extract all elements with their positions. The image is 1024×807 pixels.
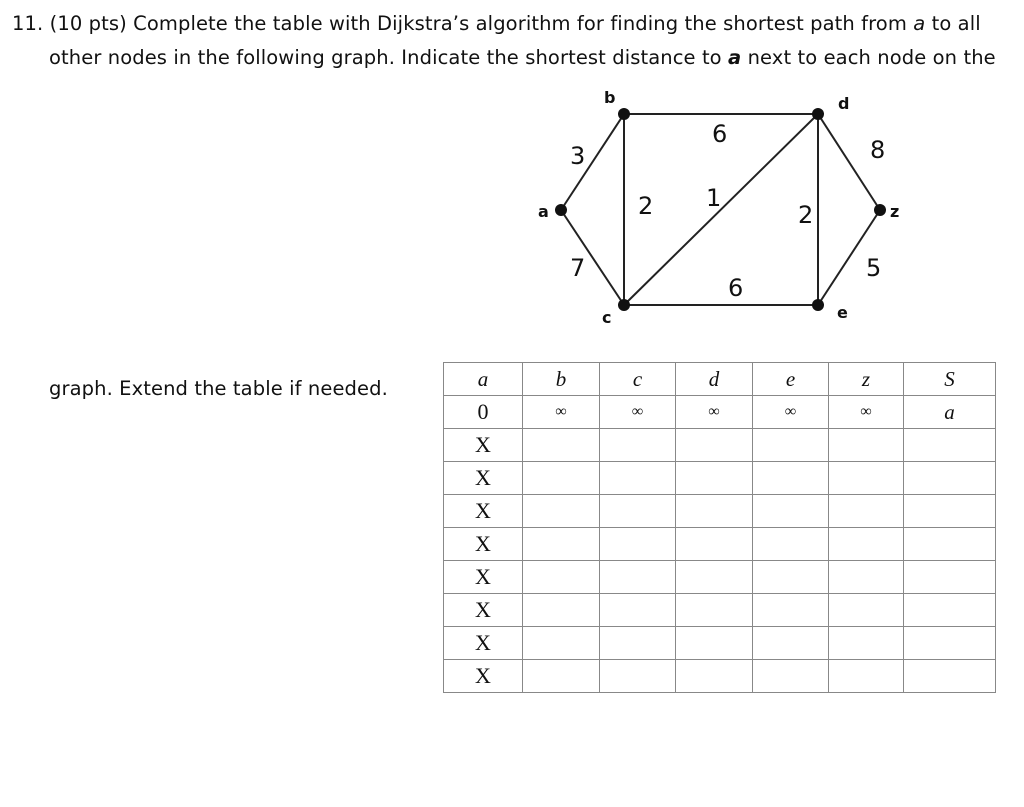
question-line-2-text: other nodes in the following graph. Indicate the shortest distance to	[49, 46, 729, 69]
table-cell-empty[interactable]	[676, 528, 753, 561]
table-cell-empty[interactable]	[676, 561, 753, 594]
node-label-b: b	[604, 88, 616, 107]
edge-weight-b-c: 2	[638, 192, 654, 220]
table-row-initial	[444, 396, 996, 429]
question-line-1-text: 11. (10 pts) Complete the table with Dijkstra’s algorithm for finding the shortest path from	[12, 12, 914, 35]
weighted-graph	[520, 80, 900, 330]
table-cell-empty[interactable]	[904, 660, 996, 693]
node-d	[812, 108, 824, 120]
table-cell-empty[interactable]	[904, 495, 996, 528]
table-cell-empty[interactable]	[829, 429, 904, 462]
table-cell-x: X	[444, 462, 523, 495]
node-label-z: z	[890, 202, 900, 221]
table-cell-empty[interactable]	[523, 495, 600, 528]
question-line-2	[49, 46, 996, 69]
node-e	[812, 299, 824, 311]
table-cell-x: X	[444, 660, 523, 693]
table-row	[444, 429, 996, 462]
node-c	[618, 299, 630, 311]
table-row	[444, 660, 996, 693]
initial-cell-s: a	[904, 396, 996, 429]
edge-weight-c-e: 6	[728, 274, 744, 302]
table-cell-empty[interactable]	[676, 429, 753, 462]
node-label-e: e	[837, 303, 848, 322]
table-cell-empty[interactable]	[523, 594, 600, 627]
table-cell-empty[interactable]	[600, 561, 676, 594]
header-s: S	[904, 363, 996, 396]
edge-weight-d-e: 2	[798, 201, 814, 229]
table-cell-empty[interactable]	[676, 627, 753, 660]
table-cell-empty[interactable]	[600, 660, 676, 693]
header-d: d	[676, 363, 753, 396]
table-cell-empty[interactable]	[523, 462, 600, 495]
initial-cell-z: ∞	[829, 396, 904, 429]
edge-weight-e-z: 5	[866, 254, 882, 282]
table-cell-empty[interactable]	[753, 495, 829, 528]
table-cell-x: X	[444, 528, 523, 561]
table-row	[444, 495, 996, 528]
table-cell-empty[interactable]	[523, 627, 600, 660]
node-label-a: a	[538, 202, 549, 221]
node-b	[618, 108, 630, 120]
edge-weight-a-c: 7	[570, 254, 586, 282]
table-cell-empty[interactable]	[753, 462, 829, 495]
table-cell-empty[interactable]	[829, 462, 904, 495]
table-cell-empty[interactable]	[600, 429, 676, 462]
table-cell-empty[interactable]	[829, 528, 904, 561]
table-row	[444, 627, 996, 660]
table-cell-empty[interactable]	[676, 495, 753, 528]
table-cell-x: X	[444, 429, 523, 462]
table-cell-x: X	[444, 561, 523, 594]
node-a	[555, 204, 567, 216]
question-line-1-end: to all	[925, 12, 981, 35]
table-cell-empty[interactable]	[753, 429, 829, 462]
edge-weight-b-d: 6	[712, 120, 728, 148]
table-row	[444, 594, 996, 627]
dijkstra-table	[443, 362, 996, 693]
header-z: z	[829, 363, 904, 396]
table-cell-x: X	[444, 594, 523, 627]
table-row	[444, 561, 996, 594]
table-cell-empty[interactable]	[829, 594, 904, 627]
edge-weight-c-d: 1	[706, 184, 722, 212]
initial-cell-e: ∞	[753, 396, 829, 429]
node-label-d: d	[838, 94, 850, 113]
table-row	[444, 462, 996, 495]
table-cell-empty[interactable]	[523, 528, 600, 561]
table-cell-empty[interactable]	[904, 594, 996, 627]
node-label-c: c	[602, 308, 612, 327]
edge-weight-d-z: 8	[870, 136, 886, 164]
question-line-3: graph. Extend the table if needed.	[49, 377, 388, 400]
question-var-a-bold: a	[728, 46, 742, 69]
initial-cell-a: 0	[444, 396, 523, 429]
initial-cell-c: ∞	[600, 396, 676, 429]
table-cell-empty[interactable]	[753, 627, 829, 660]
table-cell-empty[interactable]	[829, 660, 904, 693]
table-cell-empty[interactable]	[600, 528, 676, 561]
table-cell-empty[interactable]	[676, 660, 753, 693]
table-cell-empty[interactable]	[829, 495, 904, 528]
table-cell-empty[interactable]	[829, 561, 904, 594]
table-cell-empty[interactable]	[523, 561, 600, 594]
table-cell-empty[interactable]	[753, 660, 829, 693]
table-cell-empty[interactable]	[904, 462, 996, 495]
table-header-row	[444, 363, 996, 396]
table-cell-empty[interactable]	[904, 561, 996, 594]
table-cell-empty[interactable]	[753, 528, 829, 561]
initial-cell-b: ∞	[523, 396, 600, 429]
table-cell-empty[interactable]	[753, 594, 829, 627]
header-a: a	[444, 363, 523, 396]
table-cell-empty[interactable]	[904, 528, 996, 561]
table-cell-empty[interactable]	[753, 561, 829, 594]
header-b: b	[523, 363, 600, 396]
table-cell-empty[interactable]	[676, 594, 753, 627]
table-cell-empty[interactable]	[600, 594, 676, 627]
table-cell-x: X	[444, 627, 523, 660]
table-cell-empty[interactable]	[600, 462, 676, 495]
node-z	[874, 204, 886, 216]
edge-weight-a-b: 3	[570, 142, 586, 170]
header-c: c	[600, 363, 676, 396]
header-e: e	[753, 363, 829, 396]
question-var-a: a	[913, 12, 926, 35]
table-cell-empty[interactable]	[904, 429, 996, 462]
question-line-2-end: next to each node on the	[741, 46, 996, 69]
table-row	[444, 528, 996, 561]
table-cell-empty[interactable]	[829, 627, 904, 660]
table-cell-empty[interactable]	[523, 660, 600, 693]
table-cell-empty[interactable]	[904, 627, 996, 660]
table-cell-x: X	[444, 495, 523, 528]
question-line-1	[12, 12, 981, 35]
table-cell-empty[interactable]	[523, 429, 600, 462]
initial-cell-d: ∞	[676, 396, 753, 429]
table-cell-empty[interactable]	[676, 462, 753, 495]
table-cell-empty[interactable]	[600, 495, 676, 528]
table-cell-empty[interactable]	[600, 627, 676, 660]
